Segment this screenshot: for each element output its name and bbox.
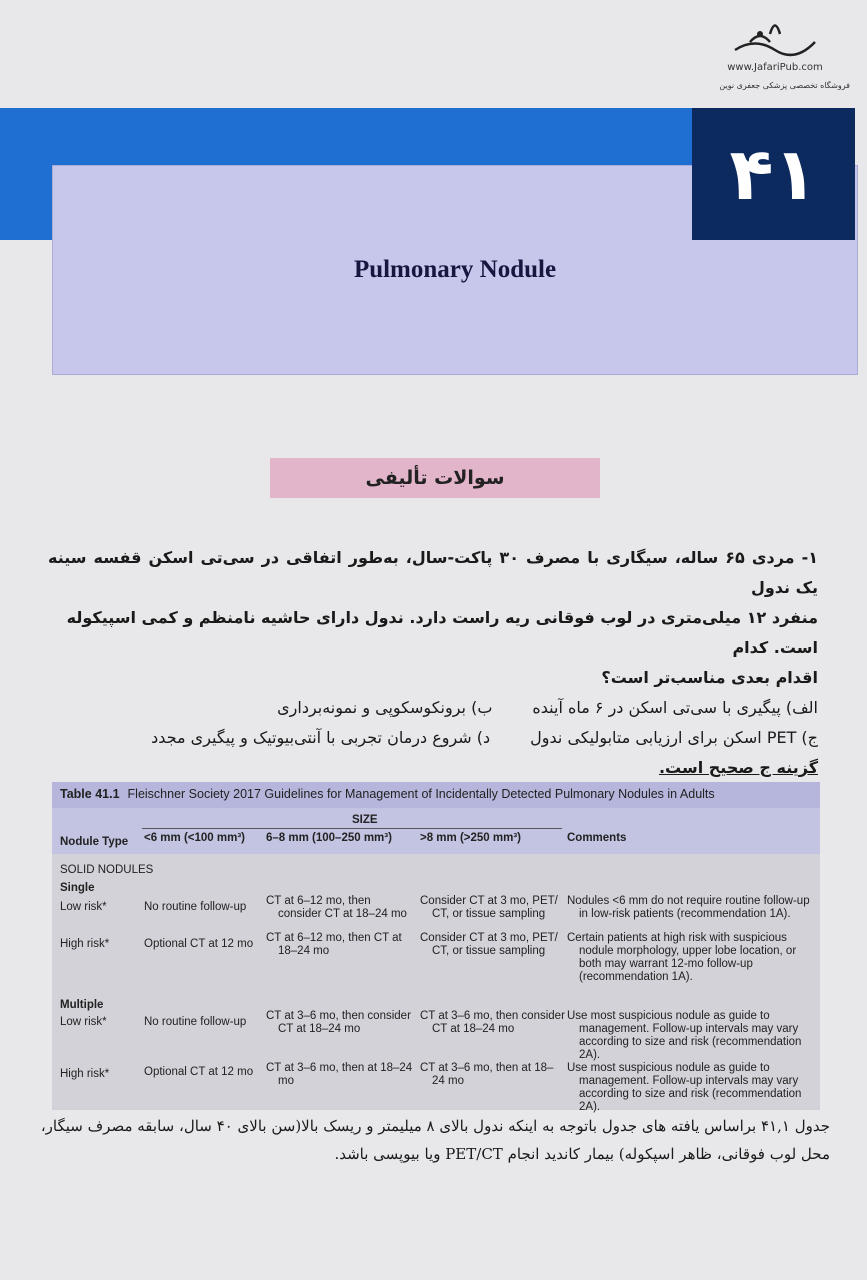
- subgroup-label: Single: [60, 882, 95, 894]
- question: [48, 543, 818, 783]
- cell: CT at 3–6 mo, then at 18–24 mo: [266, 1062, 413, 1087]
- header-6to8: 6–8 mm (100–250 mm³): [266, 832, 392, 844]
- option-b: ب) برونکوسکوپی و نمونه‌برداری: [277, 698, 493, 717]
- chapter-number: ۴۱: [692, 108, 855, 240]
- cell: Optional CT at 12 mo: [144, 1066, 254, 1078]
- logo-url: www.JafariPub.com: [727, 62, 823, 73]
- table-label: Table 41.1: [60, 787, 120, 801]
- header-comments: Comments: [567, 832, 627, 844]
- option-d: د) شروع درمان تجربی با آنتی‌بیوتیک و پیگیری مجدد: [151, 728, 491, 747]
- cell: CT at 3–6 mo, then consider CT at 18–24 mo: [266, 1010, 411, 1035]
- explanation: جدول ۴۱,۱ براساس یافته های جدول باتوجه به اینکه ندول بالای ۸ میلیمتر و ریسک بالا(سن بالای ۴۰ سال، سابقه مصرف سیگار، محل لوب فوقانی، ظاهر اسپکوله) بیمار کاندید انجام PET/CT ویا بیوپسی باشد.: [40, 1117, 830, 1163]
- cell: Consider CT at 3 mo, PET/ CT, or tissue sampling: [420, 895, 558, 920]
- option-c: ج) PET اسکن برای ارزیابی متابولیکی ندول: [530, 728, 818, 747]
- table-caption: [52, 782, 820, 808]
- cell: Optional CT at 12 mo: [144, 938, 254, 950]
- cell: Use most suspicious nodule as guide to management. Follow-up intervals may vary according to size and risk (recommendation 2A).: [567, 1010, 802, 1061]
- question-stem-line: ۱- مردی ۶۵ ساله، سیگاری با مصرف ۳۰ پاکت-سال، به‌طور اتفاقی در سی‌تی اسکن قفسه سینه یک ندول: [48, 548, 818, 597]
- cell: Nodules <6 mm do not require routine follow-up in low-risk patients (recommendation 1A).: [567, 895, 810, 920]
- cell: High risk*: [60, 1068, 110, 1080]
- subgroup-label: Multiple: [60, 999, 104, 1011]
- cell: Use most suspicious nodule as guide to management. Follow-up intervals may vary according to size and risk (recommendation 2A).: [567, 1062, 802, 1113]
- cell: No routine follow-up: [144, 1016, 247, 1028]
- cell: CT at 3–6 mo, then consider CT at 18–24 mo: [420, 1010, 565, 1035]
- logo-calligraphy-icon: [730, 12, 820, 62]
- answer: گزینه ج صحیح است.: [658, 758, 818, 777]
- question-stem-line: منفرد ۱۲ میلی‌متری در لوب فوقانی ریه راست دارد. ندول دارای حاشیه نامنظم و کمی اسپیکوله است. کدام: [66, 608, 818, 657]
- logo-shop-name: فروشگاه تخصصی پزشکی جعفری نوین: [719, 81, 850, 90]
- publisher-logo: [700, 12, 850, 90]
- cell: Certain patients at high risk with suspicious nodule morphology, upper lobe location, or both may warrant 12-mo follow-up (recommendation 1A).: [567, 932, 797, 983]
- option-a: الف) پیگیری با سی‌تی اسکن در ۶ ماه آینده: [532, 698, 818, 717]
- header-lt6: <6 mm (<100 mm³): [144, 832, 245, 844]
- cell: No routine follow-up: [144, 901, 247, 913]
- cell: Low risk*: [60, 901, 107, 913]
- group-label: SOLID NODULES: [60, 864, 154, 876]
- cell: CT at 6–12 mo, then CT at 18–24 mo: [266, 932, 402, 957]
- size-header: SIZE: [352, 814, 378, 826]
- cell: CT at 3–6 mo, then at 18–24 mo: [420, 1062, 554, 1087]
- header-gt8: >8 mm (>250 mm³): [420, 832, 521, 844]
- question-stem-line: اقدام بعدی مناسب‌تر است؟: [601, 668, 818, 687]
- chapter-title: Pulmonary Nodule: [353, 256, 557, 283]
- table-header: [52, 808, 820, 854]
- cell: High risk*: [60, 938, 110, 950]
- table-title: Fleischner Society 2017 Guidelines for Management of Incidentally Detected Pulmonary Nodules in Adults: [127, 787, 715, 801]
- cell: CT at 6–12 mo, then consider CT at 18–24 mo: [266, 895, 407, 920]
- cell: Low risk*: [60, 1016, 107, 1028]
- cell: Consider CT at 3 mo, PET/ CT, or tissue sampling: [420, 932, 558, 957]
- header-nodule-type: Nodule Type: [60, 836, 129, 848]
- section-title: سوالات تألیفی: [270, 458, 600, 498]
- guidelines-table: [52, 782, 820, 1113]
